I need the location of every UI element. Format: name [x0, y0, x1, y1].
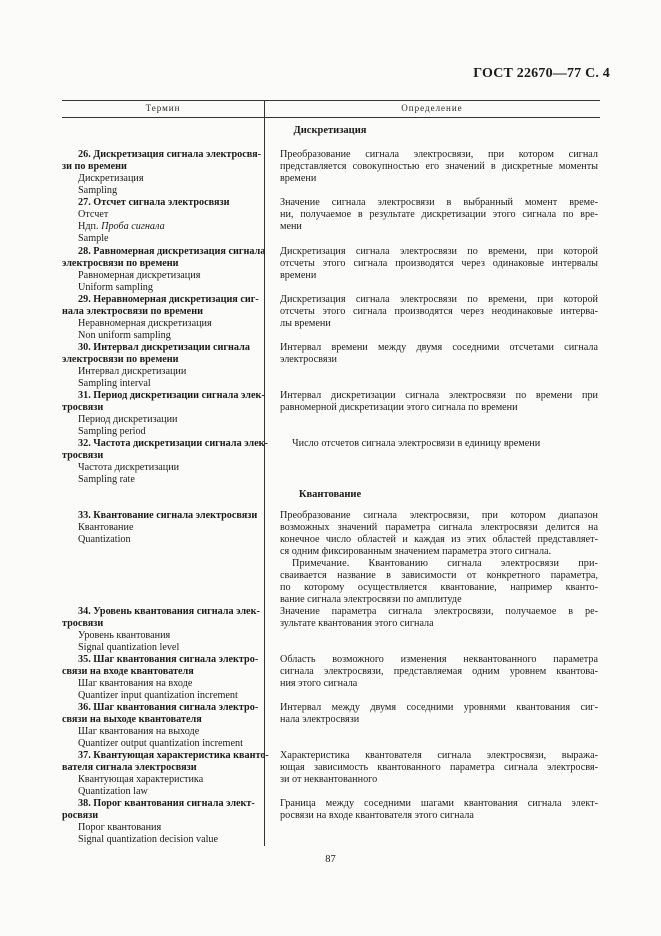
definition-line: Интервал дискретизации сигнала электросвязи по времени при [280, 390, 598, 401]
definition-32 [280, 438, 598, 450]
definition-line: ни, получаемое в результате дискретизации этого сигнала по вре- [280, 209, 598, 220]
definition-line: ния этого сигнала [280, 678, 358, 689]
term-english: Sampling rate [78, 474, 135, 485]
definition-line: Интервал между двумя соседними уровнями квантования сиг- [280, 702, 598, 713]
definition-line: Дискретизация сигнала электросвязи по времени, при которой [280, 294, 598, 305]
term-english: Quantizer output quantization increment [78, 738, 243, 749]
term-entry-33 [62, 510, 262, 546]
term-synonym: Дискретизация [78, 173, 144, 184]
term-title-cont: связи на входе квантователя [62, 666, 194, 677]
term-title: 28. Равномерная дискретизация сигнала [78, 246, 266, 257]
term-title-cont: электросвязи по времени [62, 354, 179, 365]
definition-line: Дискретизация сигнала электросвязи по времени, при которой [280, 246, 598, 257]
table-header-rule [62, 117, 600, 118]
definition-38 [280, 798, 598, 822]
term-entry-36 [62, 702, 262, 750]
definition-line: возможных значений параметра сигнала электросвязи делится на [280, 522, 598, 533]
term-english: Signal quantization decision value [78, 834, 219, 845]
term-title: 33. Квантование сигнала электросвязи [78, 510, 258, 521]
column-header-definition: Определение [401, 103, 463, 113]
term-not-recommended [62, 221, 262, 233]
term-synonym: Квантование [78, 522, 134, 533]
term-synonym: Уровень квантования [78, 630, 171, 641]
definition-line: электросвязи [280, 354, 337, 365]
definition-line: отсчеты этого сигнала производятся через неодинаковые интерва- [280, 306, 598, 317]
definition-line: росвязи на входе квантователя этого сигнала [280, 810, 474, 821]
term-title-cont: вателя сигнала электросвязи [62, 762, 197, 773]
note-line: Примечание. Квантованию сигнала электросвязи при- [292, 558, 598, 569]
definition-line: Граница между соседними шагами квантования сигнала элект- [280, 798, 598, 809]
definition-line: времени [280, 270, 317, 281]
definition-line: Преобразование сигнала электросвязи, при котором сигнал [280, 149, 598, 160]
definition-line: Число отсчетов сигнала электросвязи в единицу времени [292, 438, 541, 449]
term-entry-32 [62, 438, 268, 486]
term-synonym: Шаг квантования на выходе [78, 726, 200, 737]
definition-31 [280, 390, 598, 414]
term-synonym: Неравномерная дискретизация [78, 318, 212, 329]
definition-28 [280, 246, 598, 282]
definition-line: времени [280, 173, 317, 184]
term-title: 31. Период дискретизации сигнала элек- [78, 390, 265, 401]
term-title: 29. Неравномерная дискретизация сиг- [78, 294, 259, 305]
definition-line: зультате квантования этого сигнала [280, 618, 434, 629]
definition-line: мени [280, 221, 302, 232]
term-entry-29 [62, 294, 262, 342]
definition-line: отсчеты этого сигнала производятся через одинаковые интервалы [280, 258, 598, 269]
section-title-quantization: Квантование [298, 489, 362, 500]
term-entry-35 [62, 654, 262, 702]
term-entry-27 [62, 197, 262, 245]
definition-line: конечное число областей и каждая из этих областей представляет- [280, 534, 598, 545]
definition-29 [280, 294, 598, 330]
term-title: 26. Дискретизация сигнала электросвя- [78, 149, 262, 160]
definition-line: нала электросвязи [280, 714, 360, 725]
definition-line: Значение параметра сигнала электросвязи, получаемое в ре- [280, 606, 598, 617]
definition-line: Область возможного изменения неквантованного параметра [280, 654, 598, 665]
term-title-cont: тросвязи [62, 618, 104, 629]
term-title-cont: зи по времени [62, 161, 127, 172]
term-title: 36. Шаг квантования сигнала электро- [78, 702, 259, 713]
term-synonym: Равномерная дискретизация [78, 270, 201, 281]
definition-line: Преобразование сигнала электросвязи, при котором диапазон [280, 510, 598, 521]
term-english: Non uniform sampling [78, 330, 171, 341]
term-synonym: Период дискретизации [78, 414, 178, 425]
term-title: 35. Шаг квантования сигнала электро- [78, 654, 259, 665]
definition-line: Интервал времени между двумя соседними отсчетами сигнала [280, 342, 598, 353]
definition-line: зи от неквантованного [280, 774, 378, 785]
term-entry-26 [62, 149, 262, 197]
term-title-cont: электросвязи по времени [62, 258, 179, 269]
term-english: Sampling interval [78, 378, 151, 389]
definition-34 [280, 606, 598, 630]
term-english: Sampling [78, 185, 118, 196]
table-top-rule [62, 100, 600, 101]
term-synonym: Интервал дискретизации [78, 366, 187, 377]
page-number: 87 [325, 854, 336, 865]
term-english: Sampling period [78, 426, 146, 437]
term-title-cont: тросвязи [62, 450, 104, 461]
term-entry-31 [62, 390, 265, 438]
term-entry-30 [62, 342, 262, 390]
definition-36 [280, 702, 598, 726]
term-title: 34. Уровень квантования сигнала элек- [78, 606, 260, 617]
term-title: 30. Интервал дискретизации сигнала [78, 342, 250, 353]
term-title: 37. Квантующая характеристика кванто- [78, 750, 269, 761]
not-recommended-term: Проба сигнала [101, 221, 165, 232]
column-divider [264, 100, 265, 846]
term-english: Sample [78, 233, 109, 244]
term-title: 32. Частота дискретизации сигнала элек- [78, 438, 268, 449]
definition-line: ющая зависимость квантованного параметра сигнала электросвя- [280, 762, 598, 773]
definition-line: Характеристика квантователя сигнала электросвязи, выража- [280, 750, 598, 761]
column-header-terms: Термин [145, 103, 181, 113]
definition-line: лы времени [280, 318, 331, 329]
term-synonym: Шаг квантования на входе [78, 678, 193, 689]
term-entry-34 [62, 606, 262, 654]
term-synonym: Отсчет [78, 209, 109, 220]
note-line: по которому осуществляется квантование, например кванто- [280, 582, 598, 593]
term-title: 38. Порог квантования сигнала элект- [78, 798, 255, 809]
term-english: Signal quantization level [78, 642, 180, 653]
definition-26 [280, 149, 598, 185]
note-line: вание сигнала электросвязи по амплитуде [280, 594, 462, 605]
term-entry-37 [62, 750, 269, 798]
definition-33 [280, 510, 598, 606]
term-english: Quantizer input quantization increment [78, 690, 238, 701]
term-synonym: Частота дискретизации [78, 462, 180, 473]
definition-line: ся одним фиксированным значением параметра этого сигнала. [280, 546, 552, 557]
term-english: Quantization law [78, 786, 148, 797]
definition-27 [280, 197, 598, 233]
term-entry-28 [62, 246, 266, 294]
term-entry-38 [62, 798, 262, 846]
definition-line: сигнала электросвязи, представляемая одним уровнем квантова- [280, 666, 598, 677]
term-english: Quantization [78, 534, 131, 545]
term-english: Uniform sampling [78, 282, 153, 293]
note-line: сваивается название в зависимости от конкретного параметра, [280, 570, 598, 581]
term-title-cont: тросвязи [62, 402, 104, 413]
section-title-sampling: Дискретизация [293, 125, 367, 136]
term-synonym: Квантующая характеристика [78, 774, 204, 785]
definition-37 [280, 750, 598, 786]
term-title-cont: росвязи [62, 810, 99, 821]
definition-30 [280, 342, 598, 366]
definition-35 [280, 654, 598, 690]
definition-line: равномерной дискретизации этого сигнала по времени [280, 402, 518, 413]
document-header: ГОСТ 22670—77 С. 4 [473, 66, 610, 81]
definition-line: представляется совокупностью его значений в дискретные моменты [280, 161, 598, 172]
term-title: 27. Отсчет сигнала электросвязи [78, 197, 230, 208]
not-recommended-label: Ндп. [78, 221, 99, 232]
term-title-cont: нала электросвязи по времени [62, 306, 203, 317]
definition-line: Значение сигнала электросвязи в выбранный момент време- [280, 197, 598, 208]
term-synonym: Порог квантования [78, 822, 162, 833]
term-title-cont: связи на выходе квантователя [62, 714, 202, 725]
